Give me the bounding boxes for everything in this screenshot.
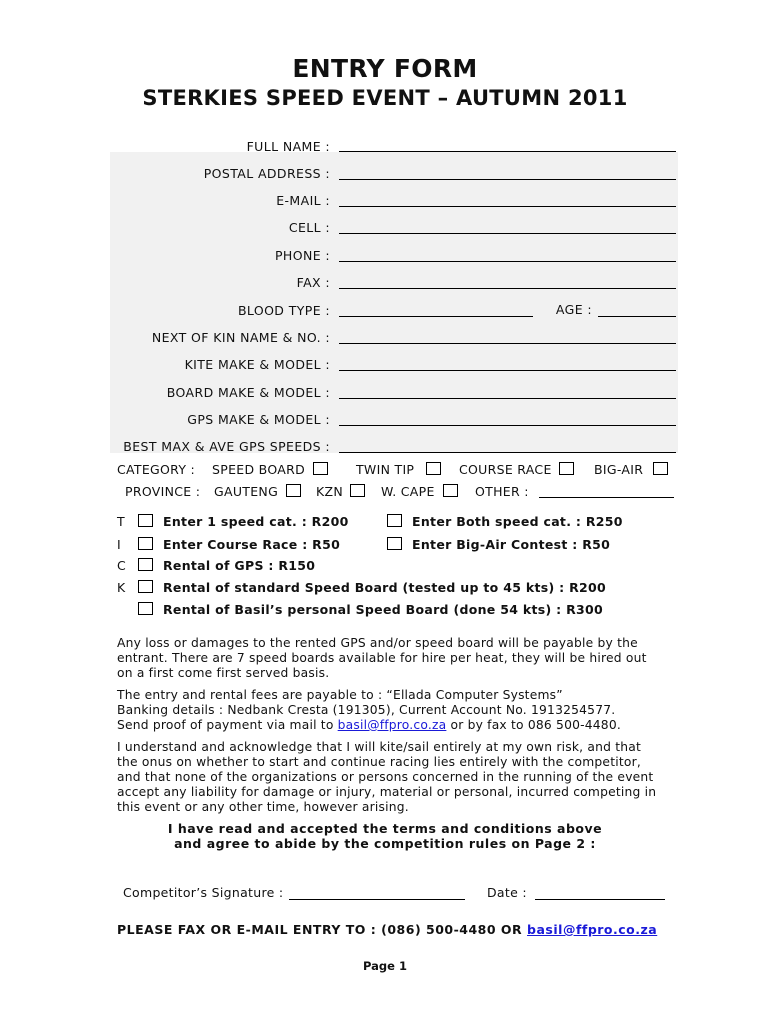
payment-email-link[interactable]: basil@ffpro.co.za <box>337 718 447 732</box>
next-of-kin-label: NEXT OF KIN NAME & NO. : <box>151 330 330 345</box>
category-label: CATEGORY : <box>117 462 196 477</box>
province-option-kzn: KZN <box>316 484 344 499</box>
cell-field[interactable] <box>339 233 676 234</box>
agreement-line-2: and agree to abide by the competition rules on Page 2 : <box>174 836 596 851</box>
big-air-checkbox[interactable] <box>653 462 668 475</box>
agreement-line-1: I have read and accepted the terms and conditions above <box>167 821 603 836</box>
email-field[interactable] <box>339 206 676 207</box>
banking-details-line: Banking details : Nedbank Cresta (191305), Current Account No. 1913254577. <box>117 703 616 717</box>
board-field[interactable] <box>339 398 676 399</box>
best-speeds-label: BEST MAX & AVE GPS SPEEDS : <box>123 439 330 454</box>
rental-liability-paragraph: Any loss or damages to the rented GPS and/or speed board will be payable by the entrant. There are 7 speed boards available for hire per heat, they will be hired out on a first come first served basis. <box>117 636 647 680</box>
tick-letter-k: K <box>117 580 126 595</box>
kite-label: KITE MAKE & MODEL : <box>184 357 330 372</box>
fax-label: FAX : <box>296 275 330 290</box>
proof-of-payment-line <box>117 718 662 733</box>
province-option-gauteng: GAUTENG <box>214 484 279 499</box>
risk-acknowledgement-paragraph: I understand and acknowledge that I will kite/sail entirely at my own risk, and that the onus on whether to start and continue racing lies entirely with the competitor, and that none of the organizations or persons concerned in the running of the event accept any liability for damage or injury, material or personal, incurred competing in this event or any other time, however arising. <box>117 740 657 814</box>
enter-one-speed-checkbox[interactable] <box>138 514 153 527</box>
payment-paragraph <box>117 688 662 733</box>
signature-label: Competitor’s Signature : <box>123 885 284 900</box>
rental-gps-checkbox[interactable] <box>138 558 153 571</box>
proof-prefix: Send proof of payment via mail to <box>117 718 338 732</box>
footer-email-link[interactable]: basil@ffpro.co.za <box>527 922 658 937</box>
rental-standard-board-label: Rental of standard Speed Board (tested up to 45 kts) : R200 <box>163 580 607 595</box>
w-cape-checkbox[interactable] <box>443 484 458 497</box>
cell-label: CELL : <box>288 220 330 235</box>
next-of-kin-field[interactable] <box>339 343 676 344</box>
speed-board-checkbox[interactable] <box>313 462 328 475</box>
enter-course-race-checkbox[interactable] <box>138 537 153 550</box>
province-other-field[interactable] <box>539 497 674 498</box>
phone-field[interactable] <box>339 261 676 262</box>
phone-label: PHONE : <box>274 248 330 263</box>
blood-type-label: BLOOD TYPE : <box>237 303 330 318</box>
kite-field[interactable] <box>339 370 676 371</box>
shaded-field-area <box>110 152 678 453</box>
gauteng-checkbox[interactable] <box>286 484 301 497</box>
rental-basil-board-label: Rental of Basil’s personal Speed Board (done 54 kts) : R300 <box>163 602 604 617</box>
course-race-checkbox[interactable] <box>559 462 574 475</box>
email-label: E-MAIL : <box>276 193 330 208</box>
date-label: Date : <box>487 885 527 900</box>
event-subtitle: STERKIES SPEED EVENT – AUTUMN 2011 <box>142 86 628 110</box>
signature-field[interactable] <box>289 899 465 900</box>
enter-big-air-label: Enter Big-Air Contest : R50 <box>412 537 611 552</box>
province-label: PROVINCE : <box>125 484 201 499</box>
best-speeds-field[interactable] <box>339 452 676 453</box>
date-field[interactable] <box>535 899 665 900</box>
fax-instructions-text: PLEASE FAX OR E-MAIL ENTRY TO : (086) 500-4480 OR <box>117 922 528 937</box>
gps-label: GPS MAKE & MODEL : <box>187 412 330 427</box>
full-name-label: FULL NAME : <box>246 139 330 154</box>
category-option-big-air: BIG-AIR <box>594 462 644 477</box>
category-option-twin-tip: TWIN TIP <box>356 462 415 477</box>
enter-big-air-checkbox[interactable] <box>387 537 402 550</box>
rental-gps-label: Rental of GPS : R150 <box>163 558 316 573</box>
postal-address-field[interactable] <box>339 179 676 180</box>
enter-course-race-label: Enter Course Race : R50 <box>163 537 341 552</box>
age-field[interactable] <box>598 316 676 317</box>
postal-address-label: POSTAL ADDRESS : <box>203 166 330 181</box>
gps-field[interactable] <box>339 425 676 426</box>
rental-basil-board-checkbox[interactable] <box>138 602 153 615</box>
form-title: ENTRY FORM <box>292 54 478 83</box>
tick-letter-c: C <box>117 558 127 573</box>
blood-type-field[interactable] <box>339 316 533 317</box>
fax-email-instructions <box>117 922 657 937</box>
twin-tip-checkbox[interactable] <box>426 462 441 475</box>
category-option-course-race: COURSE RACE <box>459 462 552 477</box>
tick-letter-i: I <box>117 537 121 552</box>
enter-both-speed-label: Enter Both speed cat. : R250 <box>412 514 623 529</box>
category-option-speed-board: SPEED BOARD <box>212 462 306 477</box>
age-label: AGE : <box>555 302 592 317</box>
payable-to-line: The entry and rental fees are payable to : “Ellada Computer Systems” <box>117 688 563 702</box>
proof-suffix: or by fax to 086 500-4480. <box>446 718 621 732</box>
page-number: Page 1 <box>363 959 407 973</box>
kzn-checkbox[interactable] <box>350 484 365 497</box>
fax-field[interactable] <box>339 288 676 289</box>
province-other-label: OTHER : <box>475 484 529 499</box>
full-name-field[interactable] <box>339 151 676 152</box>
enter-both-speed-checkbox[interactable] <box>387 514 402 527</box>
board-label: BOARD MAKE & MODEL : <box>166 385 330 400</box>
enter-one-speed-label: Enter 1 speed cat. : R200 <box>163 514 349 529</box>
tick-letter-t: T <box>117 514 125 529</box>
rental-standard-board-checkbox[interactable] <box>138 580 153 593</box>
province-option-w-cape: W. CAPE <box>381 484 435 499</box>
